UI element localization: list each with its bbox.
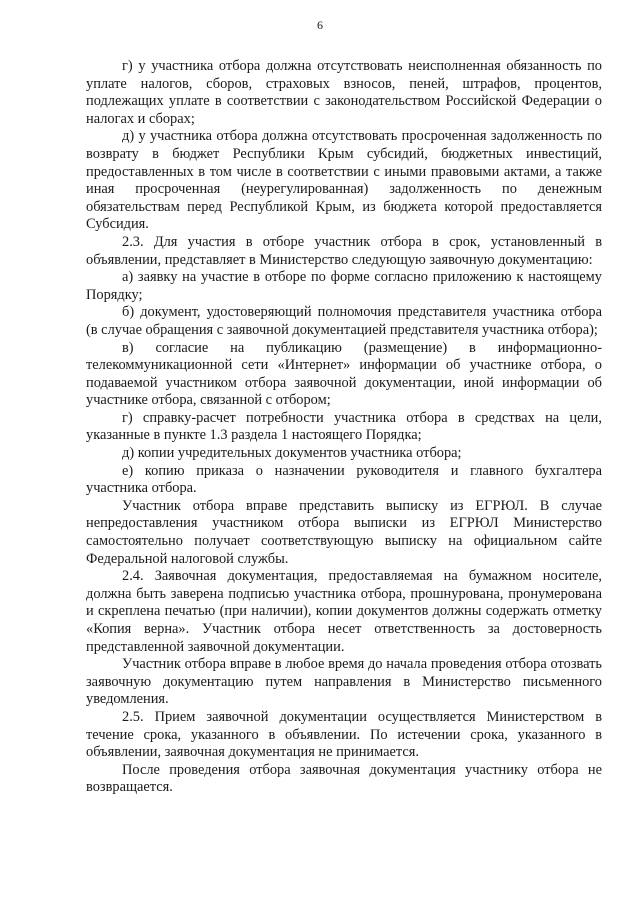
paragraph-list-item-a: а) заявку на участие в отборе по форме согласно приложению к настоящему Порядку; (86, 269, 602, 303)
paragraph-section-2-5: 2.5. Прием заявочной документации осуществляется Министерством в течение срока, указанного в объявлении. По истечении срока, указанного в объявлении, заявочная документация не принимается. (86, 708, 602, 761)
paragraph-subitem-d-overdue-debt: д) у участника отбора должна отсутствовать просроченная задолженность по возврату в бюджет Республики Крым субсидий, бюджетных инвестиций, предоставленных в том числе в соответствии с иными правовыми актами, а также иная просроченная (неурегулированная) задолженность по денежным обязательствам перед Республикой Крым, из бюджета которой предоставляется Субсидия. (86, 128, 602, 233)
document-body (86, 58, 602, 797)
paragraph-egrul-extract: Участник отбора вправе представить выписку из ЕГРЮЛ. В случае непредоставления участником отбора выписки из ЕГРЮЛ Министерство самостоятельно получает соответствующую выписку на официальном сайте Федеральной налоговой службы. (86, 497, 602, 567)
paragraph-section-2-3: 2.3. Для участия в отборе участник отбора в срок, установленный в объявлении, представляет в Министерство следующую заявочную документацию: (86, 233, 602, 268)
paragraph-list-item-g: г) справку-расчет потребности участника отбора в средствах на цели, указанные в пункте 1.3 раздела 1 настоящего Порядка; (86, 409, 602, 444)
paragraph-withdrawal: Участник отбора вправе в любое время до начала проведения отбора отозвать заявочную документацию путем направления в Министерство письменного уведомления. (86, 656, 602, 708)
paragraph-non-return: После проведения отбора заявочная документация участнику отбора не возвращается. (86, 761, 602, 796)
paragraph-section-2-4: 2.4. Заявочная документация, предоставляемая на бумажном носителе, должна быть заверена подписью участника отбора, прошнурована, пронумерована и скреплена печатью (при наличии), копии документов должны содержать отметку «Копия верна». Участник отбора несет ответственность за достоверность представленной заявочной документации. (86, 568, 602, 655)
paragraph-list-item-b: б) документ, удостоверяющий полномочия представителя участника отбора (в случае обращения с заявочной документацией представителя участника отбора); (86, 304, 602, 338)
paragraph-list-item-v: в) согласие на публикацию (размещение) в информационно-телекоммуникационной сети «Интернет» информации об участнике отбора, о подаваемой участником отбора заявочной документации, иной информации об участнике отбора, связанной с отбором; (86, 339, 602, 409)
paragraph-subitem-g-tax-obligations: г) у участника отбора должна отсутствовать неисполненная обязанность по уплате налогов, сборов, страховых взносов, пеней, штрафов, процентов, подлежащих уплате в соответствии с законодательством Российской Федерации о налогах и сборах; (86, 58, 602, 127)
paragraph-list-item-d: д) копии учредительных документов участника отбора; (122, 445, 462, 462)
paragraph-list-item-e: е) копию приказа о назначении руководителя и главного бухгалтера участника отбора. (86, 462, 602, 497)
page-number: 6 (317, 18, 323, 32)
